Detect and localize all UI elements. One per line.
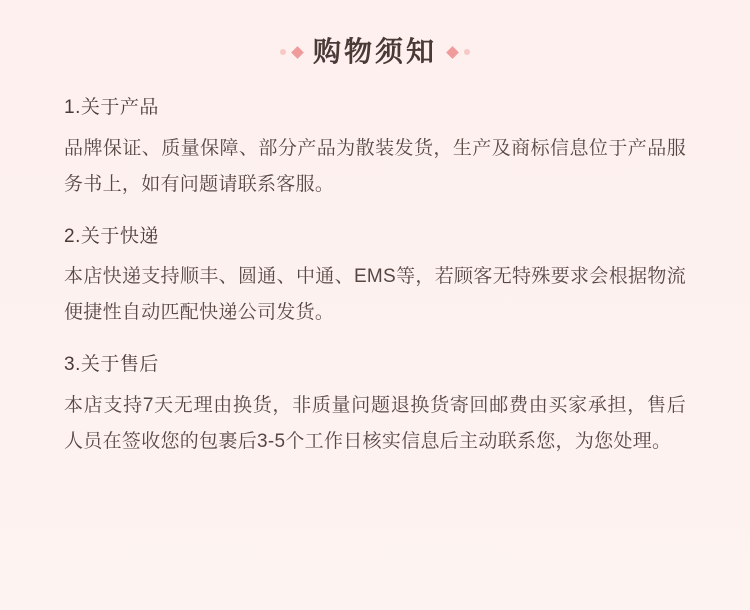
- title-right-decoration: [448, 48, 470, 57]
- dot-icon: [464, 49, 470, 55]
- dot-icon: [280, 49, 286, 55]
- notice-sections: [64, 96, 686, 460]
- diamond-icon: [291, 46, 304, 59]
- section-body: 本店支持7天无理由换货，非质量问题退换货寄回邮费由买家承担，售后人员在签收您的包裹后3-5个工作日核实信息后主动联系您，为您处理。: [64, 395, 686, 453]
- section-heading: 2.关于快递: [64, 225, 159, 247]
- title-left-decoration: [280, 48, 302, 57]
- notice-section-shipping: [64, 225, 686, 332]
- section-body: 品牌保证、质量保障、部分产品为散装发货，生产及商标信息位于产品服务书上，如有问题请联系客服。: [64, 137, 686, 195]
- section-heading: 1.关于产品: [64, 97, 159, 118]
- page-title: 购物须知: [312, 36, 437, 67]
- page-title-row: [64, 0, 686, 72]
- section-heading: 3.关于售后: [64, 354, 159, 376]
- diamond-icon: [446, 46, 459, 59]
- section-body: 本店快递支持顺丰、圆通、中通、EMS等，若顾客无特殊要求会根据物流便捷性自动匹配快递公司发货。: [64, 266, 686, 324]
- notice-section-product: [64, 96, 686, 203]
- notice-section-after-sales: [64, 353, 686, 460]
